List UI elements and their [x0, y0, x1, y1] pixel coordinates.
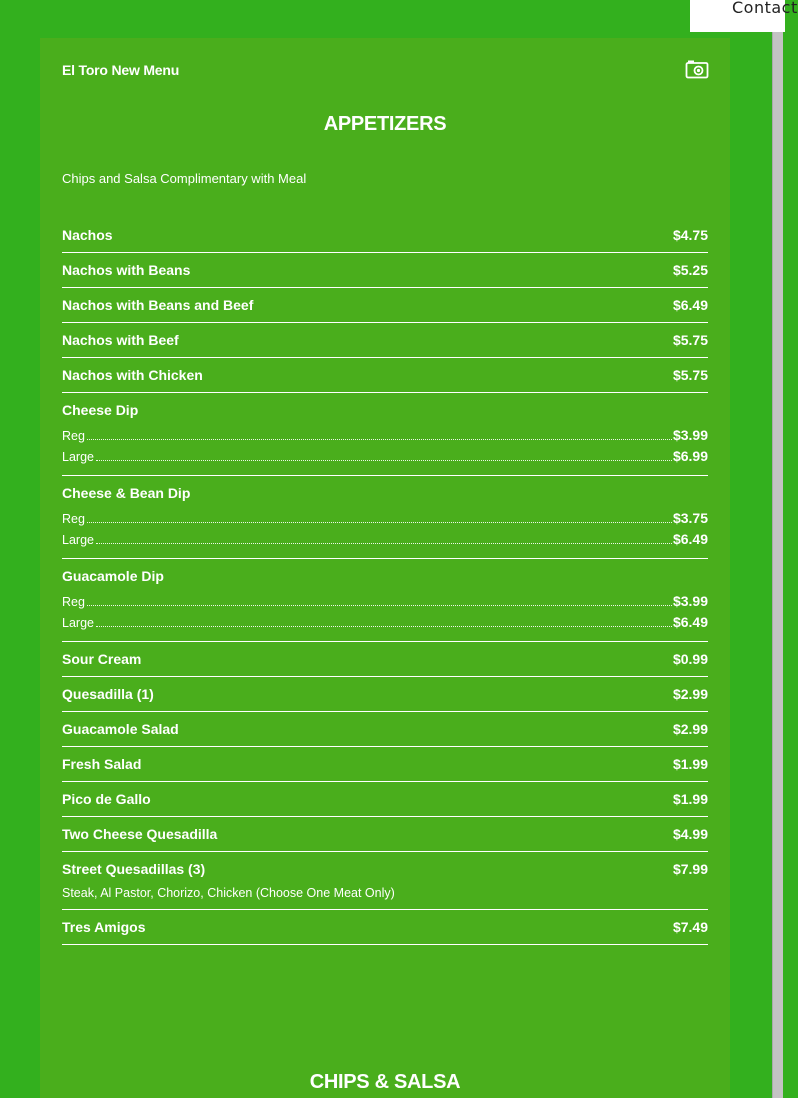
dot-leader	[87, 604, 672, 606]
size-price: $3.99	[672, 427, 708, 443]
menu-item-price: $4.99	[672, 826, 708, 842]
menu-item	[62, 642, 708, 677]
menu-item-price: $0.99	[672, 651, 708, 667]
menu-item-name: Nachos with Beef	[62, 332, 179, 348]
menu-item-name: Sour Cream	[62, 651, 142, 667]
menu-item-size-list	[62, 591, 708, 633]
menu-item	[62, 476, 708, 559]
size-price: $3.99	[672, 593, 708, 609]
menu-title: El Toro New Menu	[62, 62, 180, 78]
menu-item-row	[62, 720, 708, 738]
menu-item-price: $6.49	[672, 297, 708, 313]
dot-leader	[87, 438, 672, 440]
menu-item-name: Nachos with Chicken	[62, 367, 203, 383]
size-label: Reg	[62, 429, 85, 443]
dot-leader	[96, 542, 672, 544]
menu-item-price: $1.99	[672, 791, 708, 807]
menu-item-size-row	[62, 591, 708, 612]
menu-item-name: Nachos with Beans	[62, 262, 191, 278]
size-price: $3.75	[672, 510, 708, 526]
menu-item	[62, 393, 708, 476]
menu-item-row	[62, 226, 708, 244]
menu-item	[62, 559, 708, 642]
menu-item-row	[62, 296, 708, 314]
menu-item-size-list	[62, 425, 708, 467]
menu-item-price: $7.99	[672, 861, 708, 877]
menu-item	[62, 747, 708, 782]
size-label: Large	[62, 616, 94, 630]
menu-item-name: Fresh Salad	[62, 756, 142, 772]
contact-tab-label: Contact	[732, 0, 798, 17]
menu-item-row	[62, 331, 708, 349]
menu-item	[62, 323, 708, 358]
menu-item-name: Two Cheese Quesadilla	[62, 826, 218, 842]
menu-item-row	[62, 366, 708, 384]
menu-item-price: $5.75	[672, 332, 708, 348]
menu-item-name: Pico de Gallo	[62, 791, 151, 807]
menu-item-size-row	[62, 425, 708, 446]
menu-item	[62, 253, 708, 288]
size-price: $6.99	[672, 448, 708, 464]
section-heading-chips-salsa: CHIPS & SALSA	[309, 1071, 461, 1093]
menu-item-size-row	[62, 612, 708, 633]
menu-item-row	[62, 790, 708, 808]
menu-note: Chips and Salsa Complimentary with Meal	[62, 171, 307, 186]
menu-item-name: Guacamole Salad	[62, 721, 179, 737]
menu-item	[62, 852, 708, 910]
menu-item-row	[62, 484, 708, 502]
scrollbar[interactable]	[770, 32, 785, 1098]
menu-item	[62, 910, 708, 945]
menu-item-description: Steak, Al Pastor, Chorizo, Chicken (Choose One Meat Only)	[62, 886, 395, 900]
menu-item-row	[62, 918, 708, 936]
size-price: $6.49	[672, 531, 708, 547]
section-heading-appetizers: APPETIZERS	[323, 113, 447, 135]
scrollbar-thumb[interactable]	[772, 32, 783, 1098]
size-label: Large	[62, 533, 94, 547]
menu-item-price: $2.99	[672, 686, 708, 702]
menu-item-size-list	[62, 508, 708, 550]
menu-item-name: Cheese & Bean Dip	[62, 485, 191, 501]
menu-item-row	[62, 567, 708, 585]
size-label: Large	[62, 450, 94, 464]
menu-item-price: $1.99	[672, 756, 708, 772]
menu-item-row	[62, 755, 708, 773]
size-label: Reg	[62, 595, 85, 609]
menu-panel	[40, 38, 730, 1098]
menu-item	[62, 358, 708, 393]
menu-item-list	[62, 218, 708, 945]
menu-item-name: Quesadilla (1)	[62, 686, 154, 702]
menu-item-price: $2.99	[672, 721, 708, 737]
menu-item-row	[62, 401, 708, 419]
menu-item-row	[62, 860, 708, 878]
menu-item-row	[62, 685, 708, 703]
menu-item-name: Tres Amigos	[62, 919, 146, 935]
menu-item	[62, 677, 708, 712]
menu-item	[62, 218, 708, 253]
menu-item-price: $4.75	[672, 227, 708, 243]
menu-item-price: $7.49	[672, 919, 708, 935]
camera-icon[interactable]	[685, 59, 709, 79]
menu-item-name: Nachos with Beans and Beef	[62, 297, 254, 313]
menu-item-price: $5.25	[672, 262, 708, 278]
size-price: $6.49	[672, 614, 708, 630]
menu-item-size-row	[62, 446, 708, 467]
menu-item-row	[62, 650, 708, 668]
dot-leader	[96, 625, 672, 627]
menu-item-size-row	[62, 508, 708, 529]
dot-leader	[96, 459, 672, 461]
menu-item-row	[62, 825, 708, 843]
menu-item-name: Nachos	[62, 227, 113, 243]
menu-item	[62, 817, 708, 852]
menu-item-name: Street Quesadillas (3)	[62, 861, 206, 877]
menu-item	[62, 782, 708, 817]
size-label: Reg	[62, 512, 85, 526]
menu-item-name: Cheese Dip	[62, 402, 139, 418]
menu-item-price: $5.75	[672, 367, 708, 383]
menu-item	[62, 288, 708, 323]
menu-item	[62, 712, 708, 747]
dot-leader	[87, 521, 672, 523]
contact-tab[interactable]	[690, 0, 798, 32]
menu-item-size-row	[62, 529, 708, 550]
menu-item-name: Guacamole Dip	[62, 568, 164, 584]
menu-item-row	[62, 261, 708, 279]
